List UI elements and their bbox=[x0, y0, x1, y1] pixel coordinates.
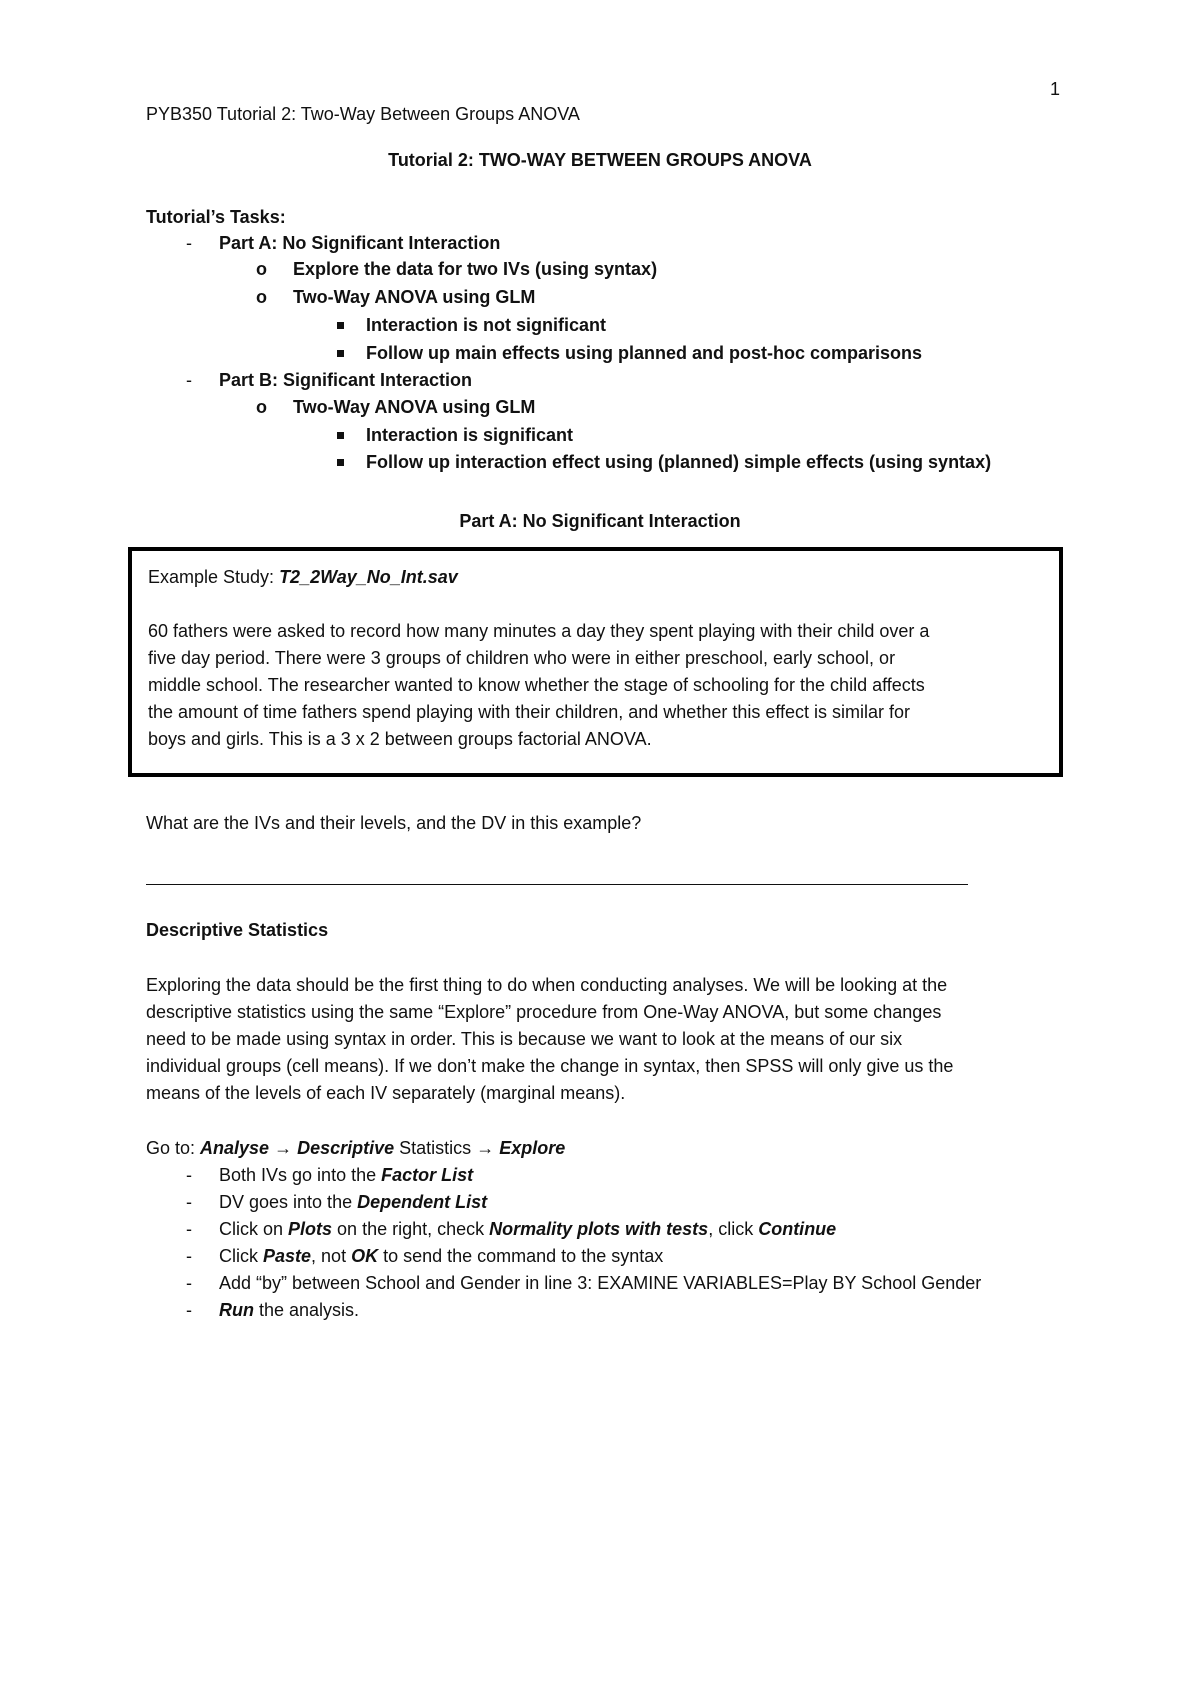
arrow-right-icon: → bbox=[471, 1138, 500, 1158]
step-emphasis: Run bbox=[219, 1300, 254, 1320]
paragraph-line: Exploring the data should be the first thing to do when conducting analyses. We will be looking at the bbox=[146, 975, 948, 995]
answer-line bbox=[146, 884, 968, 885]
step-text: Both IVs go into the bbox=[219, 1165, 382, 1185]
step-item bbox=[219, 1297, 359, 1323]
section-title-part-a: Part A: No Significant Interaction bbox=[459, 511, 741, 531]
task-part-a: Part A: No Significant Interaction bbox=[219, 233, 501, 253]
example-study-label bbox=[148, 564, 1048, 591]
page-number: 1 bbox=[1050, 79, 1061, 99]
step-text: on the right, check bbox=[332, 1219, 490, 1239]
example-text-line: boys and girls. This is a 3 x 2 between groups factorial ANOVA. bbox=[148, 729, 652, 749]
task-item: Two-Way ANOVA using GLM bbox=[293, 287, 536, 307]
paragraph-line: descriptive statistics using the same “Explore” procedure from One-Way ANOVA, but some changes bbox=[146, 1002, 942, 1022]
paragraph-line: means of the levels of each IV separately (marginal means). bbox=[146, 1083, 626, 1103]
dash-bullet: - bbox=[186, 1219, 192, 1239]
dash-bullet: - bbox=[186, 1165, 192, 1185]
task-item: Two-Way ANOVA using GLM bbox=[293, 397, 536, 417]
running-header: PYB350 Tutorial 2: Two-Way Between Groups ANOVA bbox=[146, 104, 580, 124]
example-study-prefix: Example Study: bbox=[148, 567, 280, 587]
document-title: Tutorial 2: TWO-WAY BETWEEN GROUPS ANOVA bbox=[388, 150, 812, 170]
step-item bbox=[219, 1216, 836, 1242]
step-text: Click on bbox=[219, 1219, 289, 1239]
circle-bullet: o bbox=[256, 397, 267, 417]
menu-explore: Explore bbox=[499, 1138, 566, 1158]
task-subitem: Follow up interaction effect using (planned) simple effects (using syntax) bbox=[366, 452, 992, 472]
step-emphasis: Dependent List bbox=[357, 1192, 488, 1212]
example-text-line: the amount of time fathers spend playing with their children, and whether this effect is similar for bbox=[148, 702, 911, 722]
tasks-heading: Tutorial’s Tasks: bbox=[146, 207, 286, 227]
menu-descriptive: Descriptive bbox=[297, 1138, 395, 1158]
step-emphasis: OK bbox=[351, 1246, 379, 1266]
task-subitem: Interaction is not significant bbox=[366, 315, 607, 335]
descriptive-paragraph bbox=[146, 972, 1066, 1107]
step-item bbox=[219, 1162, 473, 1188]
dash-bullet: - bbox=[186, 1300, 192, 1320]
step-item bbox=[219, 1270, 981, 1296]
example-text-line: five day period. There were 3 groups of children who were in either preschool, early school, or bbox=[148, 648, 896, 668]
square-bullet-icon bbox=[337, 350, 344, 357]
example-study-file: T2_2Way_No_Int.sav bbox=[279, 567, 458, 587]
dash-bullet: - bbox=[186, 370, 192, 390]
menu-analyse: Analyse bbox=[200, 1138, 270, 1158]
step-text: Click bbox=[219, 1246, 263, 1266]
step-text: Add “by” between School and Gender in line 3: EXAMINE VARIABLES=Play BY School Gender bbox=[219, 1273, 982, 1293]
step-text: the analysis. bbox=[254, 1300, 360, 1320]
task-subitem: Follow up main effects using planned and post-hoc comparisons bbox=[366, 343, 923, 363]
step-emphasis: Continue bbox=[758, 1219, 837, 1239]
circle-bullet: o bbox=[256, 287, 267, 307]
example-study-box bbox=[128, 547, 1063, 777]
dash-bullet: - bbox=[186, 1273, 192, 1293]
paragraph-line: need to be made using syntax in order. This is because we want to look at the means of our six bbox=[146, 1029, 903, 1049]
arrow-right-icon: → bbox=[269, 1138, 298, 1158]
dash-bullet: - bbox=[186, 1246, 192, 1266]
question-text: What are the IVs and their levels, and the DV in this example? bbox=[146, 813, 642, 833]
paragraph-line: individual groups (cell means). If we don’t make the change in syntax, then SPSS will only give us the bbox=[146, 1056, 954, 1076]
step-text: DV goes into the bbox=[219, 1192, 358, 1212]
step-item bbox=[219, 1189, 487, 1215]
step-emphasis: Paste bbox=[263, 1246, 312, 1266]
dash-bullet: - bbox=[186, 233, 192, 253]
square-bullet-icon bbox=[337, 432, 344, 439]
task-subitem: Interaction is significant bbox=[366, 425, 574, 445]
descriptive-statistics-heading: Descriptive Statistics bbox=[146, 920, 329, 940]
example-text-line: middle school. The researcher wanted to know whether the stage of schooling for the child affects bbox=[148, 675, 925, 695]
step-text: to send the command to the syntax bbox=[378, 1246, 664, 1266]
dash-bullet: - bbox=[186, 1192, 192, 1212]
task-item: Explore the data for two IVs (using syntax) bbox=[293, 259, 658, 279]
square-bullet-icon bbox=[337, 322, 344, 329]
task-part-b: Part B: Significant Interaction bbox=[219, 370, 473, 390]
square-bullet-icon bbox=[337, 459, 344, 466]
step-emphasis: Normality plots with tests bbox=[489, 1219, 709, 1239]
circle-bullet: o bbox=[256, 259, 267, 279]
goto-instruction bbox=[146, 1135, 565, 1161]
goto-prefix: Go to: bbox=[146, 1138, 201, 1158]
step-item bbox=[219, 1243, 663, 1269]
menu-statistics: Statistics bbox=[394, 1138, 472, 1158]
step-emphasis: Plots bbox=[288, 1219, 333, 1239]
step-emphasis: Factor List bbox=[381, 1165, 474, 1185]
example-text-line: 60 fathers were asked to record how many minutes a day they spent playing with their child over a bbox=[148, 621, 930, 641]
step-text: , click bbox=[708, 1219, 759, 1239]
step-text: , not bbox=[311, 1246, 352, 1266]
